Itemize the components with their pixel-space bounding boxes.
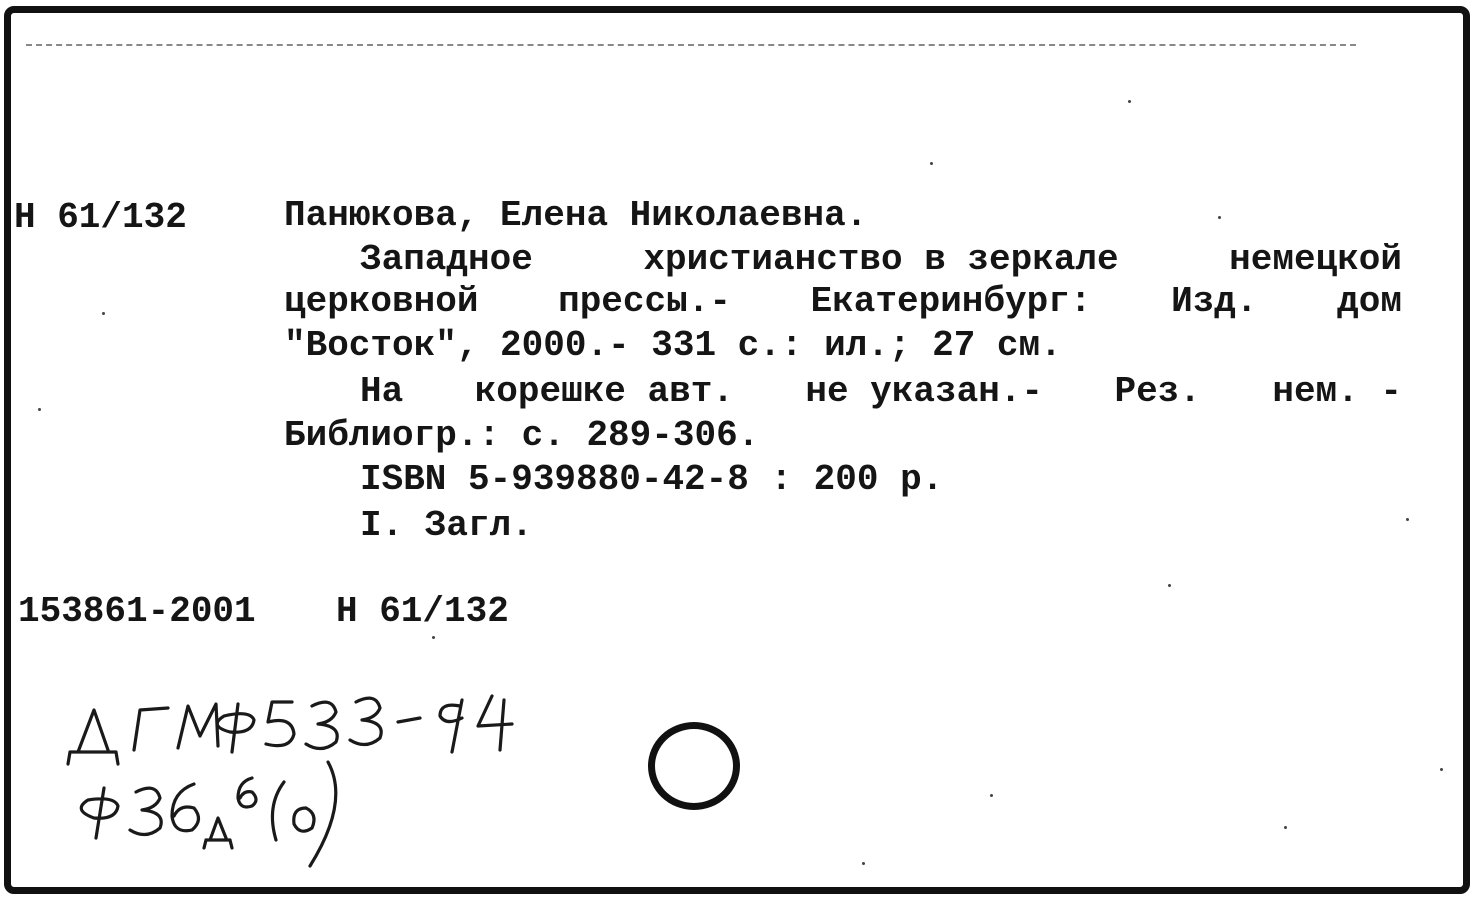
title-word: христианство в зеркале [643, 239, 1119, 280]
scan-speck [990, 794, 993, 797]
isbn-line: ISBN 5-939880-42-8 : 200 р. [360, 459, 944, 500]
note-line-1 [360, 372, 1402, 412]
title-word: прессы.- [558, 281, 731, 322]
note-word: корешке авт. [474, 371, 734, 412]
note-word: На [360, 371, 404, 412]
author-heading: Панюкова, Елена Николаевна. [284, 195, 868, 236]
note-word: не указан.- [805, 371, 1044, 412]
scan-speck [1168, 584, 1171, 587]
title-word: Западное [360, 239, 533, 280]
title-line-2 [284, 282, 1402, 322]
title-line-1 [360, 240, 1402, 280]
title-word: дом [1337, 281, 1402, 322]
title-word: немецкой [1229, 239, 1402, 280]
note-word: Рез. [1114, 371, 1201, 412]
handwritten-annotation [60, 682, 620, 872]
scan-speck [862, 862, 865, 865]
scan-speck [1406, 518, 1409, 521]
title-word: церковной [284, 281, 479, 322]
scan-speck [102, 312, 105, 315]
scan-speck [1128, 100, 1131, 103]
title-word: Изд. [1171, 281, 1258, 322]
scan-speck [1218, 216, 1221, 219]
circle-mark [648, 722, 740, 810]
title-word: Екатеринбург: [810, 281, 1092, 322]
note-word: нем. - [1272, 371, 1402, 412]
scan-speck [38, 408, 41, 411]
scan-speck [1440, 768, 1443, 771]
bibliography-note: Библиогр.: с. 289-306. [284, 415, 760, 456]
tracing-line: I. Загл. [360, 505, 533, 546]
scan-speck [1284, 826, 1287, 829]
accession-shelf-mark: Н 61/132 [336, 591, 509, 632]
scan-speck [432, 636, 435, 639]
accession-number: 153861-2001 [18, 591, 256, 632]
shelf-mark: Н 61/132 [14, 197, 187, 238]
imprint-line: "Восток", 2000.- 331 с.: ил.; 27 см. [284, 325, 1062, 366]
card-top-rule [26, 44, 1356, 46]
scan-speck [930, 162, 933, 165]
